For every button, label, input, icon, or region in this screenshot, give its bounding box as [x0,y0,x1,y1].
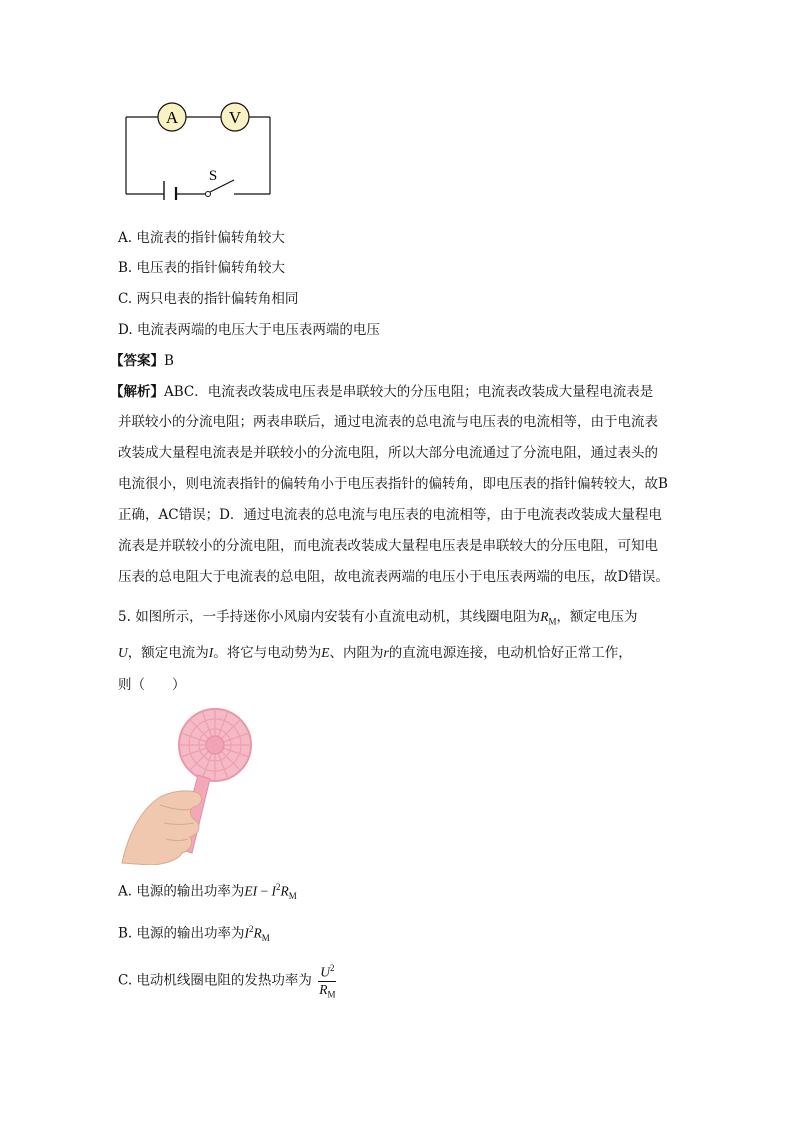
q5-stem-line-1: 5. 如图所示，一手持迷你小风扇内安装有小直流电动机，其线圈电阻为$R_M$，额定电压为 [118,609,638,627]
q4-analysis-line-2: 并联较小的分流电阻；两表串联后，通过电流表的总电流与电压表的电流相等，由于电流表 [118,414,658,430]
switch-pivot [206,192,211,197]
q4-option-b: B. 电压表的指针偏转角较大 [118,260,286,276]
q4-analysis-line-1: 【解析】ABC．电流表改装成电压表是串联较大的分压电阻；电流表改装成大量程电流表是 [110,384,654,400]
q4-analysis-line-3: 改装成大量程电流表是并联较小的分流电阻，所以大部分电流通过了分流电阻，通过表头的 [118,445,658,461]
q5-option-c: C. 电动机线圈电阻的发热功率为 $\frac{U^2}{R_M}$ [118,960,336,1002]
circuit-diagram [120,98,280,200]
q4-analysis-line-5: 正确，AC错误；D．通过电流表的总电流与电压表的电流相等，由于电流表改装成大量程电 [118,507,662,523]
q4-option-a: A. 电流表的指针偏转角较大 [118,230,285,246]
q4-answer: 【答案】B [110,353,174,369]
q4-analysis-line-6: 流表是并联较小的分流电阻，而电流表改装成大量程电压表是串联较大的分压电阻，可知电 [118,538,658,554]
hand [122,791,201,865]
fan-hub [206,736,224,754]
voltmeter-label: V [228,108,242,127]
q4-analysis-line-4: 电流很小，则电流表指针的偏转角小于电压表指针的偏转角，即电压表的指针偏转较大，故B [118,476,668,492]
q5-option-a: A. 电源的输出功率为EI − $I^2R_M$ [118,882,297,902]
ammeter-label: A [165,108,179,127]
q5-stem-line-2: U，额定电流为I。将它与电动势为E、内阻为r的直流电源连接，电动机恰好正常工作， [118,645,632,661]
q5-stem-line-3: 则（ ） [118,677,186,693]
q4-option-c: C. 两只电表的指针偏转角相同 [118,291,299,307]
q4-option-d: D. 电流表两端的电压大于电压表两端的电压 [118,322,380,338]
q5-option-b: B. 电源的输出功率为$I^2R_M$ [118,924,270,944]
fraction-u2-over-rm: $\frac{U^2}{R_M}$ [318,960,336,1002]
mini-fan-photo [120,705,260,865]
q4-analysis-line-7: 压表的总电阻大于电流表的总电阻，故电流表两端的电压小于电压表两端的电压，故D错误。 [118,569,669,585]
switch-label: S [208,168,218,184]
